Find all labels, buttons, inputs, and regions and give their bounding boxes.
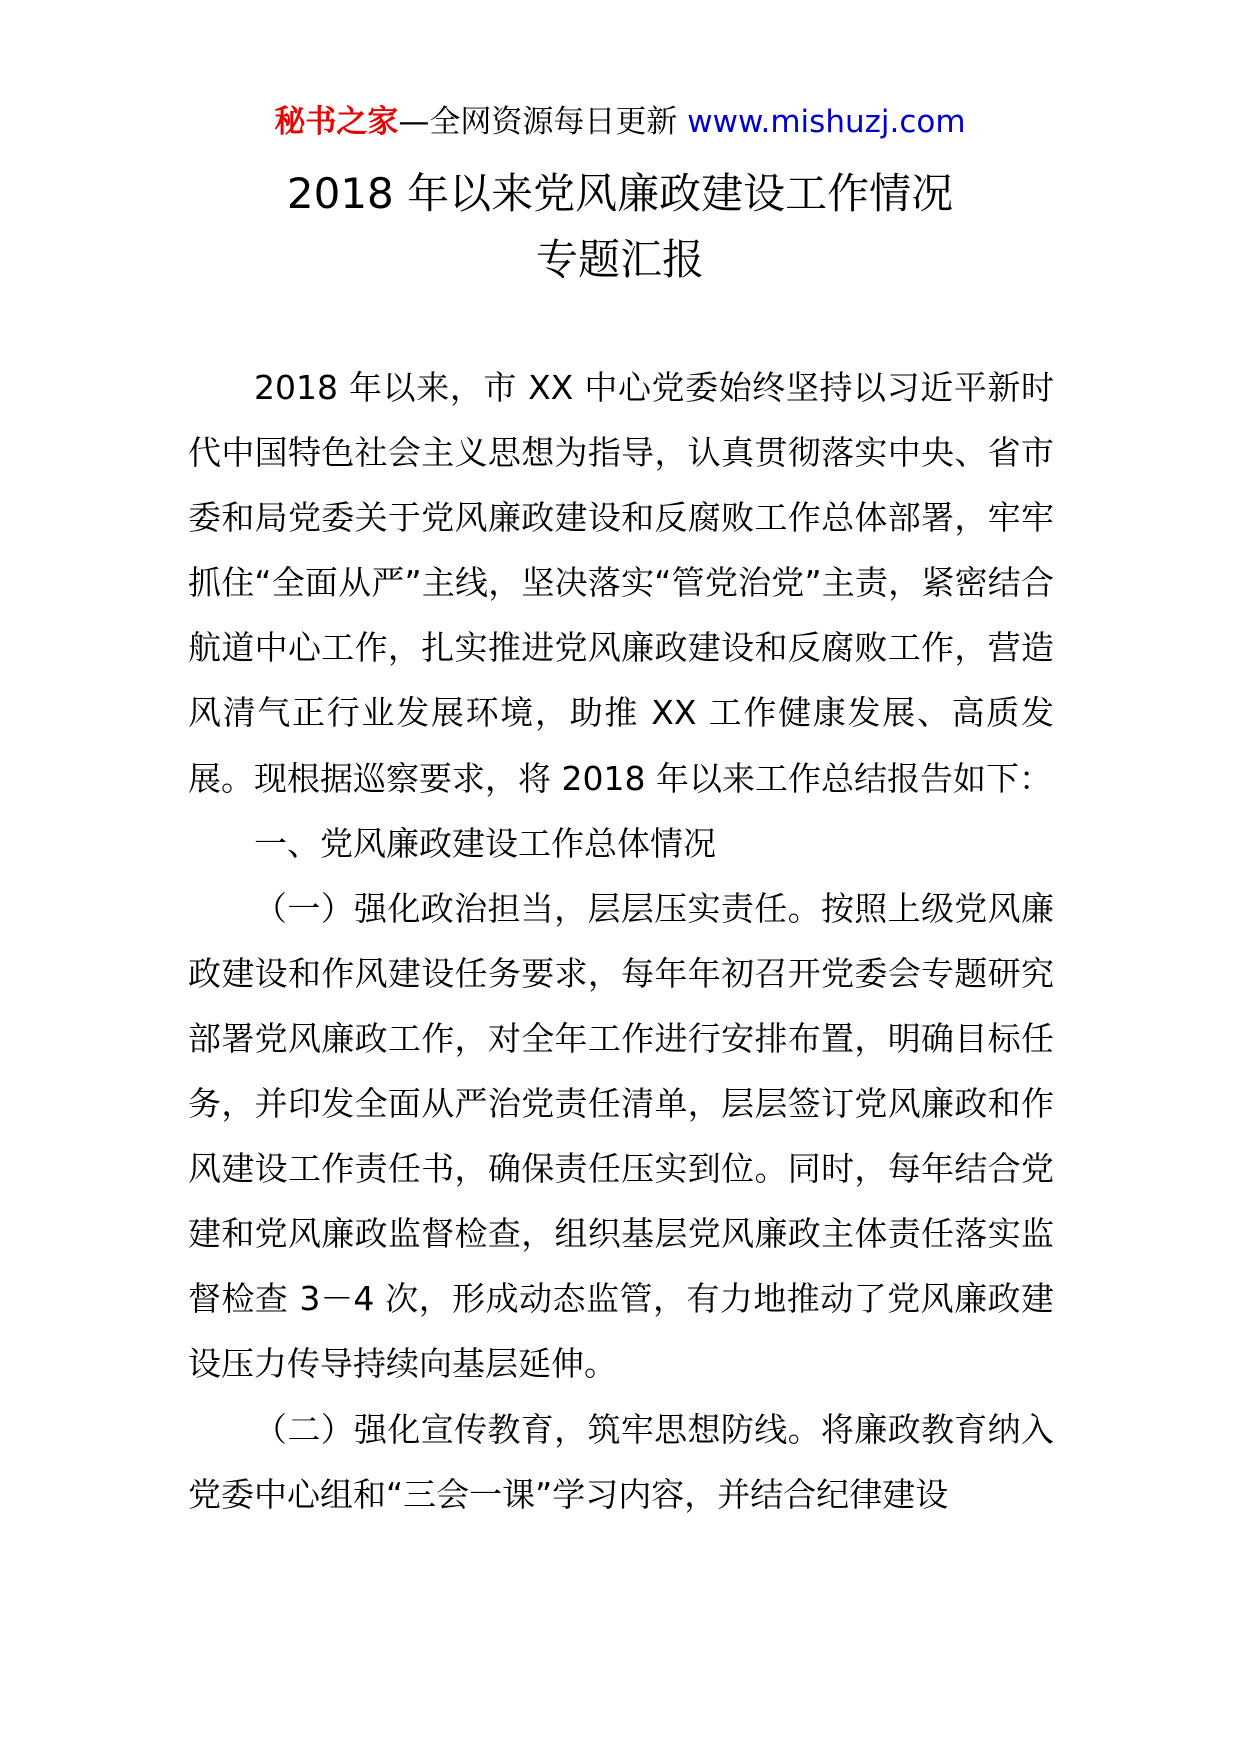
document-body bbox=[188, 355, 1054, 1527]
document-title-line-1: 2018 年以来党风廉政建设工作情况 bbox=[286, 169, 954, 218]
banner-url-link[interactable]: www.mishuzj.com bbox=[687, 104, 966, 140]
document-title-line-2: 专题汇报 bbox=[535, 235, 704, 284]
intro-paragraph: 2018 年以来，市 XX 中心党委始终坚持以习近平新时代中国特色社会主义思想为指导，认真贯彻落实中央、省市委和局党委关于党风廉政建设和反腐败工作总体部署，牢牢抓住“全面从严”主线，坚决落实“管党治党”主责，紧密结合航道中心工作，扎实推进党风廉政建设和反腐败工作，营造风清气正行业发展环境，助推 XX 工作健康发展、高质发展。现根据巡察要求，将 2018 年以来工作总结报告如下： bbox=[188, 368, 1054, 798]
item-paragraph-2: （二）强化宣传教育，筑牢思想防线。将廉政教育纳入党委中心组和“三会一课”学习内容，并结合纪律建设 bbox=[188, 1409, 1054, 1514]
banner-slogan: —全网资源每日更新 bbox=[398, 104, 678, 140]
brand-name: 秘书之家 bbox=[274, 104, 399, 140]
item-paragraph-1: （一）强化政治担当，层层压实责任。按照上级党风廉政建设和作风建设任务要求，每年年初召开党委会专题研究部署党风廉政工作，对全年工作进行安排布置，明确目标任务，并印发全面从严治党责任清单，层层签订党风廉政和作风建设工作责任书，确保责任压实到位。同时，每年结合党建和党风廉政监督检查，组织基层党风廉政主体责任落实监督检查 3－4 次，形成动态监管，有力地推动了党风廉政建设压力传导持续向基层延伸。 bbox=[188, 888, 1054, 1384]
section-heading-1: 一、党风廉政建设工作总体情况 bbox=[254, 823, 716, 863]
header-banner bbox=[0, 100, 1240, 144]
